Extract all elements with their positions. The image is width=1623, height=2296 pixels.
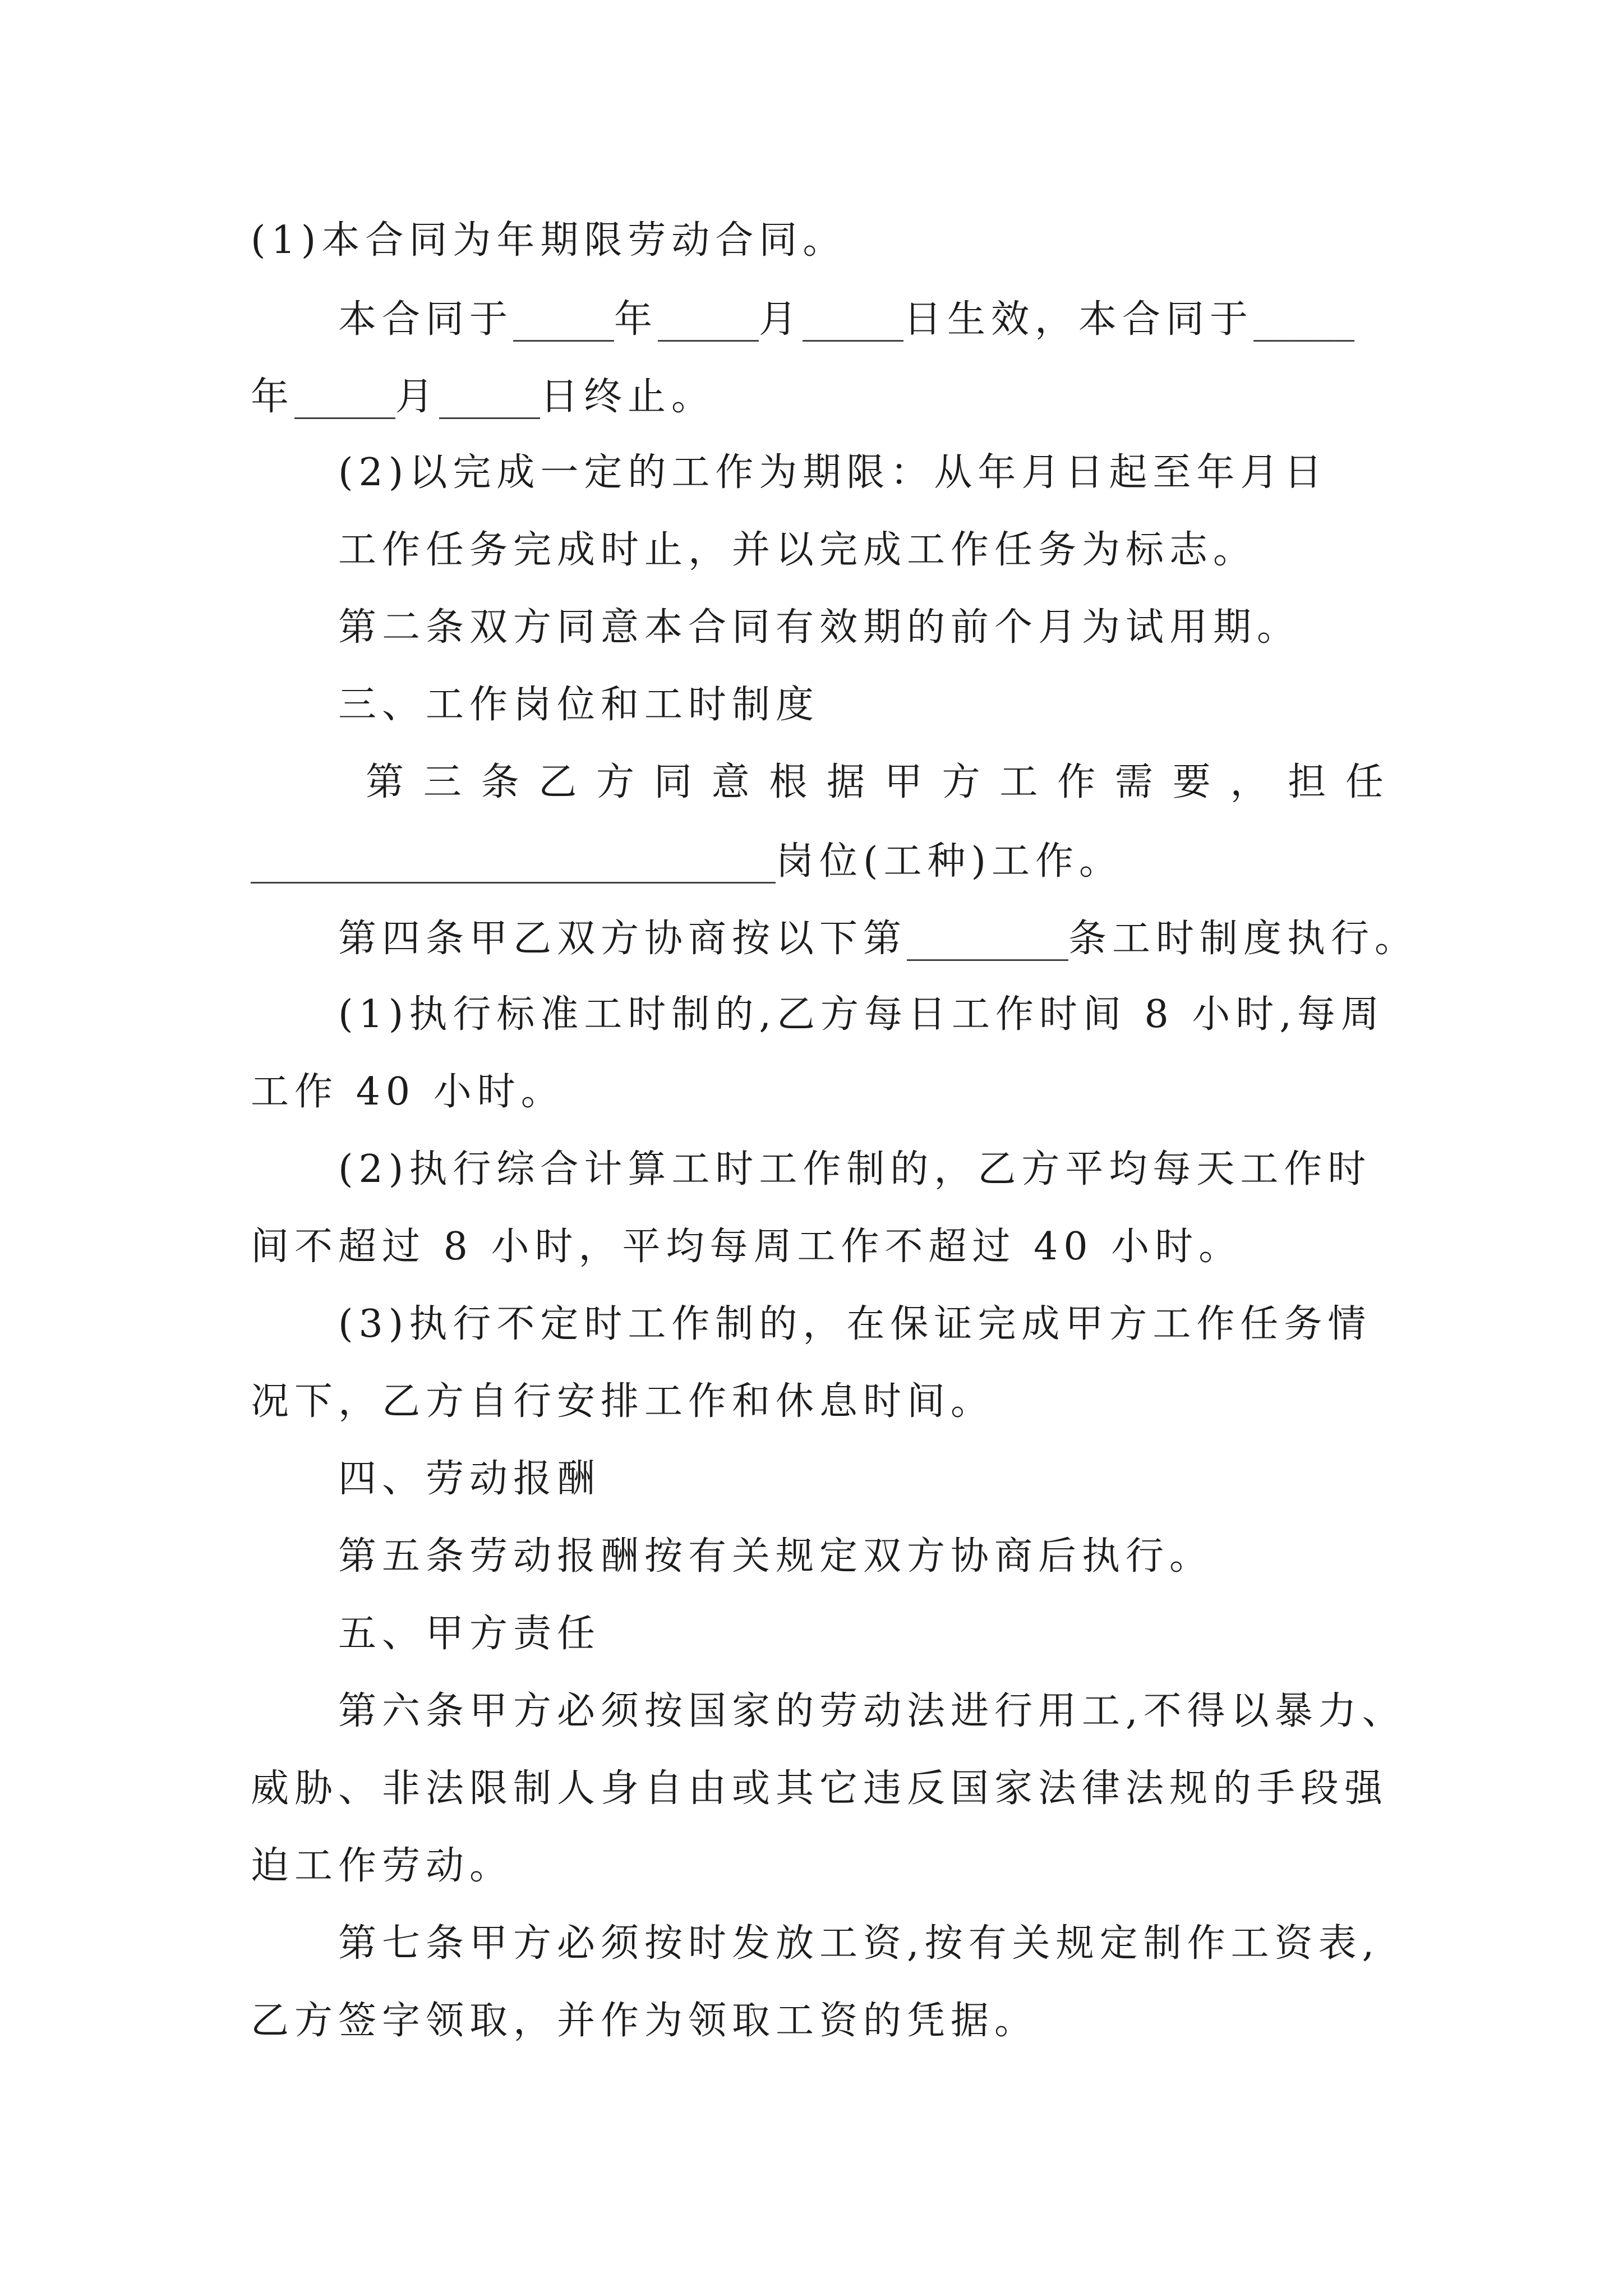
line-text: 年 <box>614 297 658 342</box>
line-text: 乙方签字领取，并作为领取工资的凭据。 <box>251 1999 1039 2043</box>
clause-line <box>251 1982 1389 2060</box>
blank-field: _____ <box>294 372 396 419</box>
clause-line <box>251 1053 1389 1131</box>
clause-line <box>251 279 1389 357</box>
line-text: (3)执行不定时工作制的，在保证完成甲方工作任务情 <box>338 1302 1372 1346</box>
line-text: 况下，乙方自行安排工作和休息时间。 <box>251 1379 995 1424</box>
line-text: 本合同于 <box>338 297 514 342</box>
line-text: 日生效，本合同于 <box>903 297 1254 342</box>
line-text: 岗位(工种)工作。 <box>776 839 1123 884</box>
line-text: 月 <box>759 297 803 342</box>
line-text: 工作任务完成时止，并以完成工作任务为标志。 <box>338 528 1257 572</box>
clause-line <box>251 1518 1389 1595</box>
blank-field: ________ <box>907 914 1069 961</box>
clause-line <box>251 202 1389 279</box>
heading-text: 四、劳动报酬 <box>338 1457 601 1501</box>
clause-line <box>251 1131 1389 1208</box>
clause-line <box>251 899 1419 976</box>
line-text: 日终止。 <box>540 375 716 419</box>
line-text: 第五条劳动报酬按有关规定双方协商后执行。 <box>338 1534 1214 1579</box>
blank-field: _____ <box>658 295 759 342</box>
clause-line <box>251 1750 1389 1828</box>
line-text: 威胁、非法限制人身自由或其它违反国家法律法规的手段强 <box>251 1766 1389 1811</box>
clause-line <box>251 512 1389 589</box>
heading-text: 三、工作岗位和工时制度 <box>338 683 820 727</box>
clause-line <box>251 1286 1389 1363</box>
line-text: 第三条乙方同意根据甲方工作需要，担任 <box>366 760 1389 804</box>
clause-line <box>251 744 1389 821</box>
line-text: 第二条双方同意本合同有效期的前个月为试用期。 <box>338 605 1301 650</box>
line-text: 迫工作劳动。 <box>251 1844 514 1888</box>
line-text: 年 <box>251 375 295 419</box>
blank-field: _____ <box>1253 295 1355 342</box>
section-heading <box>251 666 1389 744</box>
line-text: 条工时制度执行。 <box>1068 917 1419 961</box>
clause-line <box>251 976 1389 1053</box>
line-text: (1)执行标准工时制的,乙方每日工作时间 8 小时,每周 <box>338 992 1385 1037</box>
clause-line <box>251 434 1389 512</box>
clause-line <box>251 1905 1389 1982</box>
line-text: 第六条甲方必须按国家的劳动法进行用工,不得以暴力、 <box>338 1689 1406 1733</box>
line-text: (2)以完成一定的工作为期限：从年月日起至年月日 <box>338 450 1328 495</box>
clause-line <box>251 1828 1389 1905</box>
line-text: (2)执行综合计算工时工作制的，乙方平均每天工作时 <box>338 1147 1372 1191</box>
blank-field: _____ <box>803 295 904 342</box>
blank-field: _____ <box>513 295 615 342</box>
line-text: 第七条甲方必须按时发放工资,按有关规定制作工资表, <box>338 1921 1380 1966</box>
clause-line <box>251 357 1389 434</box>
line-text: 工作 40 小时。 <box>251 1070 565 1114</box>
contract-body <box>251 202 1419 2060</box>
clause-line <box>251 589 1389 666</box>
section-heading <box>251 1441 1389 1518</box>
clause-line <box>251 821 1389 899</box>
clause-line <box>251 1363 1389 1441</box>
clause-line <box>251 1208 1389 1286</box>
line-text: 第四条甲乙双方协商按以下第 <box>338 917 907 961</box>
clause-line <box>251 1673 1406 1750</box>
line-text: (1)本合同为年期限劳动合同。 <box>251 218 847 263</box>
blank-field: __________________________ <box>251 836 776 884</box>
line-text: 月 <box>395 375 440 419</box>
line-text: 间不超过 8 小时，平均每周工作不超过 40 小时。 <box>251 1225 1243 1269</box>
blank-field: _____ <box>439 372 541 419</box>
heading-text: 五、甲方责任 <box>338 1612 601 1656</box>
section-heading <box>251 1595 1389 1673</box>
